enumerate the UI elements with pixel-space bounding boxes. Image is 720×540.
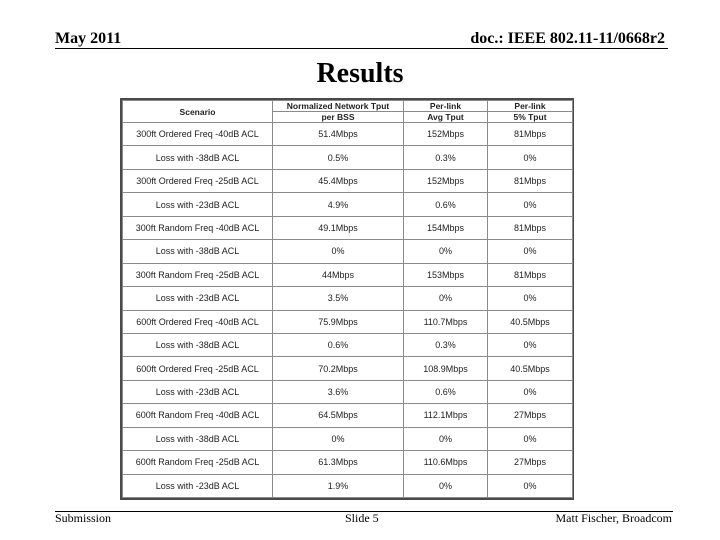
normalized-tput-cell: 51.4Mbps bbox=[273, 123, 404, 146]
footer-submission: Submission bbox=[55, 511, 112, 525]
table-row bbox=[123, 146, 573, 169]
avg-tput-cell: 152Mbps bbox=[404, 123, 488, 146]
normalized-tput-cell: 75.9Mbps bbox=[273, 310, 404, 333]
footer-author: Matt Fischer, Broadcom bbox=[555, 511, 672, 525]
5pct-tput-cell: 0% bbox=[488, 474, 573, 497]
scenario-cell: Loss with -23dB ACL bbox=[123, 474, 273, 497]
table-row bbox=[123, 216, 573, 239]
header-divider bbox=[55, 48, 668, 49]
normalized-tput-cell: 3.5% bbox=[273, 287, 404, 310]
avg-tput-cell: 0.3% bbox=[404, 146, 488, 169]
table-header-row-1 bbox=[123, 101, 573, 112]
scenario-cell: Loss with -38dB ACL bbox=[123, 333, 273, 356]
avg-tput-cell: 0% bbox=[404, 287, 488, 310]
header-per-bss: per BSS bbox=[273, 112, 404, 123]
table-row bbox=[123, 451, 573, 474]
5pct-tput-cell: 27Mbps bbox=[488, 451, 573, 474]
header-per-link-5pct: Per-link bbox=[488, 101, 573, 112]
scenario-cell: 300ft Random Freq -25dB ACL bbox=[123, 263, 273, 286]
avg-tput-cell: 110.6Mbps bbox=[404, 451, 488, 474]
normalized-tput-cell: 45.4Mbps bbox=[273, 169, 404, 192]
results-table bbox=[122, 100, 573, 498]
5pct-tput-cell: 0% bbox=[488, 193, 573, 216]
5pct-tput-cell: 40.5Mbps bbox=[488, 357, 573, 380]
table-row bbox=[123, 287, 573, 310]
table-row bbox=[123, 169, 573, 192]
normalized-tput-cell: 44Mbps bbox=[273, 263, 404, 286]
scenario-cell: 300ft Ordered Freq -25dB ACL bbox=[123, 169, 273, 192]
normalized-tput-cell: 70.2Mbps bbox=[273, 357, 404, 380]
header-per-link-avg: Per-link bbox=[404, 101, 488, 112]
header-avg-tput: Avg Tput bbox=[404, 112, 488, 123]
scenario-cell: Loss with -38dB ACL bbox=[123, 240, 273, 263]
header-doc-id: doc.: IEEE 802.11-11/0668r2 bbox=[470, 30, 665, 47]
normalized-tput-cell: 0.5% bbox=[273, 146, 404, 169]
avg-tput-cell: 0.6% bbox=[404, 380, 488, 403]
table-row bbox=[123, 474, 573, 497]
avg-tput-cell: 0% bbox=[404, 474, 488, 497]
avg-tput-cell: 152Mbps bbox=[404, 169, 488, 192]
5pct-tput-cell: 0% bbox=[488, 333, 573, 356]
table-row bbox=[123, 310, 573, 333]
scenario-cell: 600ft Random Freq -25dB ACL bbox=[123, 451, 273, 474]
normalized-tput-cell: 49.1Mbps bbox=[273, 216, 404, 239]
5pct-tput-cell: 0% bbox=[488, 380, 573, 403]
avg-tput-cell: 0% bbox=[404, 427, 488, 450]
table-row bbox=[123, 380, 573, 403]
avg-tput-cell: 0% bbox=[404, 240, 488, 263]
header-5pct-tput: 5% Tput bbox=[488, 112, 573, 123]
avg-tput-cell: 154Mbps bbox=[404, 216, 488, 239]
5pct-tput-cell: 0% bbox=[488, 146, 573, 169]
avg-tput-cell: 0.6% bbox=[404, 193, 488, 216]
scenario-cell: Loss with -23dB ACL bbox=[123, 193, 273, 216]
normalized-tput-cell: 0% bbox=[273, 240, 404, 263]
avg-tput-cell: 108.9Mbps bbox=[404, 357, 488, 380]
avg-tput-cell: 153Mbps bbox=[404, 263, 488, 286]
5pct-tput-cell: 81Mbps bbox=[488, 169, 573, 192]
scenario-cell: Loss with -23dB ACL bbox=[123, 380, 273, 403]
table-row bbox=[123, 193, 573, 216]
results-table-frame bbox=[120, 98, 574, 500]
table-row bbox=[123, 123, 573, 146]
normalized-tput-cell: 1.9% bbox=[273, 474, 404, 497]
5pct-tput-cell: 0% bbox=[488, 287, 573, 310]
scenario-cell: 300ft Random Freq -40dB ACL bbox=[123, 216, 273, 239]
scenario-cell: 600ft Random Freq -40dB ACL bbox=[123, 404, 273, 427]
scenario-cell: Loss with -38dB ACL bbox=[123, 146, 273, 169]
normalized-tput-cell: 61.3Mbps bbox=[273, 451, 404, 474]
5pct-tput-cell: 81Mbps bbox=[488, 263, 573, 286]
slide-title: Results bbox=[316, 58, 404, 89]
scenario-cell: 600ft Ordered Freq -40dB ACL bbox=[123, 310, 273, 333]
5pct-tput-cell: 0% bbox=[488, 240, 573, 263]
normalized-tput-cell: 3.6% bbox=[273, 380, 404, 403]
footer-slide-number: Slide 5 bbox=[345, 511, 379, 525]
table-row bbox=[123, 357, 573, 380]
avg-tput-cell: 0.3% bbox=[404, 333, 488, 356]
5pct-tput-cell: 27Mbps bbox=[488, 404, 573, 427]
table-row bbox=[123, 404, 573, 427]
5pct-tput-cell: 81Mbps bbox=[488, 216, 573, 239]
header-scenario: Scenario bbox=[123, 101, 273, 123]
scenario-cell: 300ft Ordered Freq -40dB ACL bbox=[123, 123, 273, 146]
avg-tput-cell: 112.1Mbps bbox=[404, 404, 488, 427]
normalized-tput-cell: 64.5Mbps bbox=[273, 404, 404, 427]
5pct-tput-cell: 81Mbps bbox=[488, 123, 573, 146]
table-row bbox=[123, 427, 573, 450]
scenario-cell: 600ft Ordered Freq -25dB ACL bbox=[123, 357, 273, 380]
normalized-tput-cell: 4.9% bbox=[273, 193, 404, 216]
scenario-cell: Loss with -23dB ACL bbox=[123, 287, 273, 310]
header-date: May 2011 bbox=[55, 30, 122, 47]
table-row bbox=[123, 263, 573, 286]
scenario-cell: Loss with -38dB ACL bbox=[123, 427, 273, 450]
5pct-tput-cell: 0% bbox=[488, 427, 573, 450]
header-normalized-tput: Normalized Network Tput bbox=[273, 101, 404, 112]
5pct-tput-cell: 40.5Mbps bbox=[488, 310, 573, 333]
table-row bbox=[123, 333, 573, 356]
avg-tput-cell: 110.7Mbps bbox=[404, 310, 488, 333]
normalized-tput-cell: 0% bbox=[273, 427, 404, 450]
table-row bbox=[123, 240, 573, 263]
normalized-tput-cell: 0.6% bbox=[273, 333, 404, 356]
